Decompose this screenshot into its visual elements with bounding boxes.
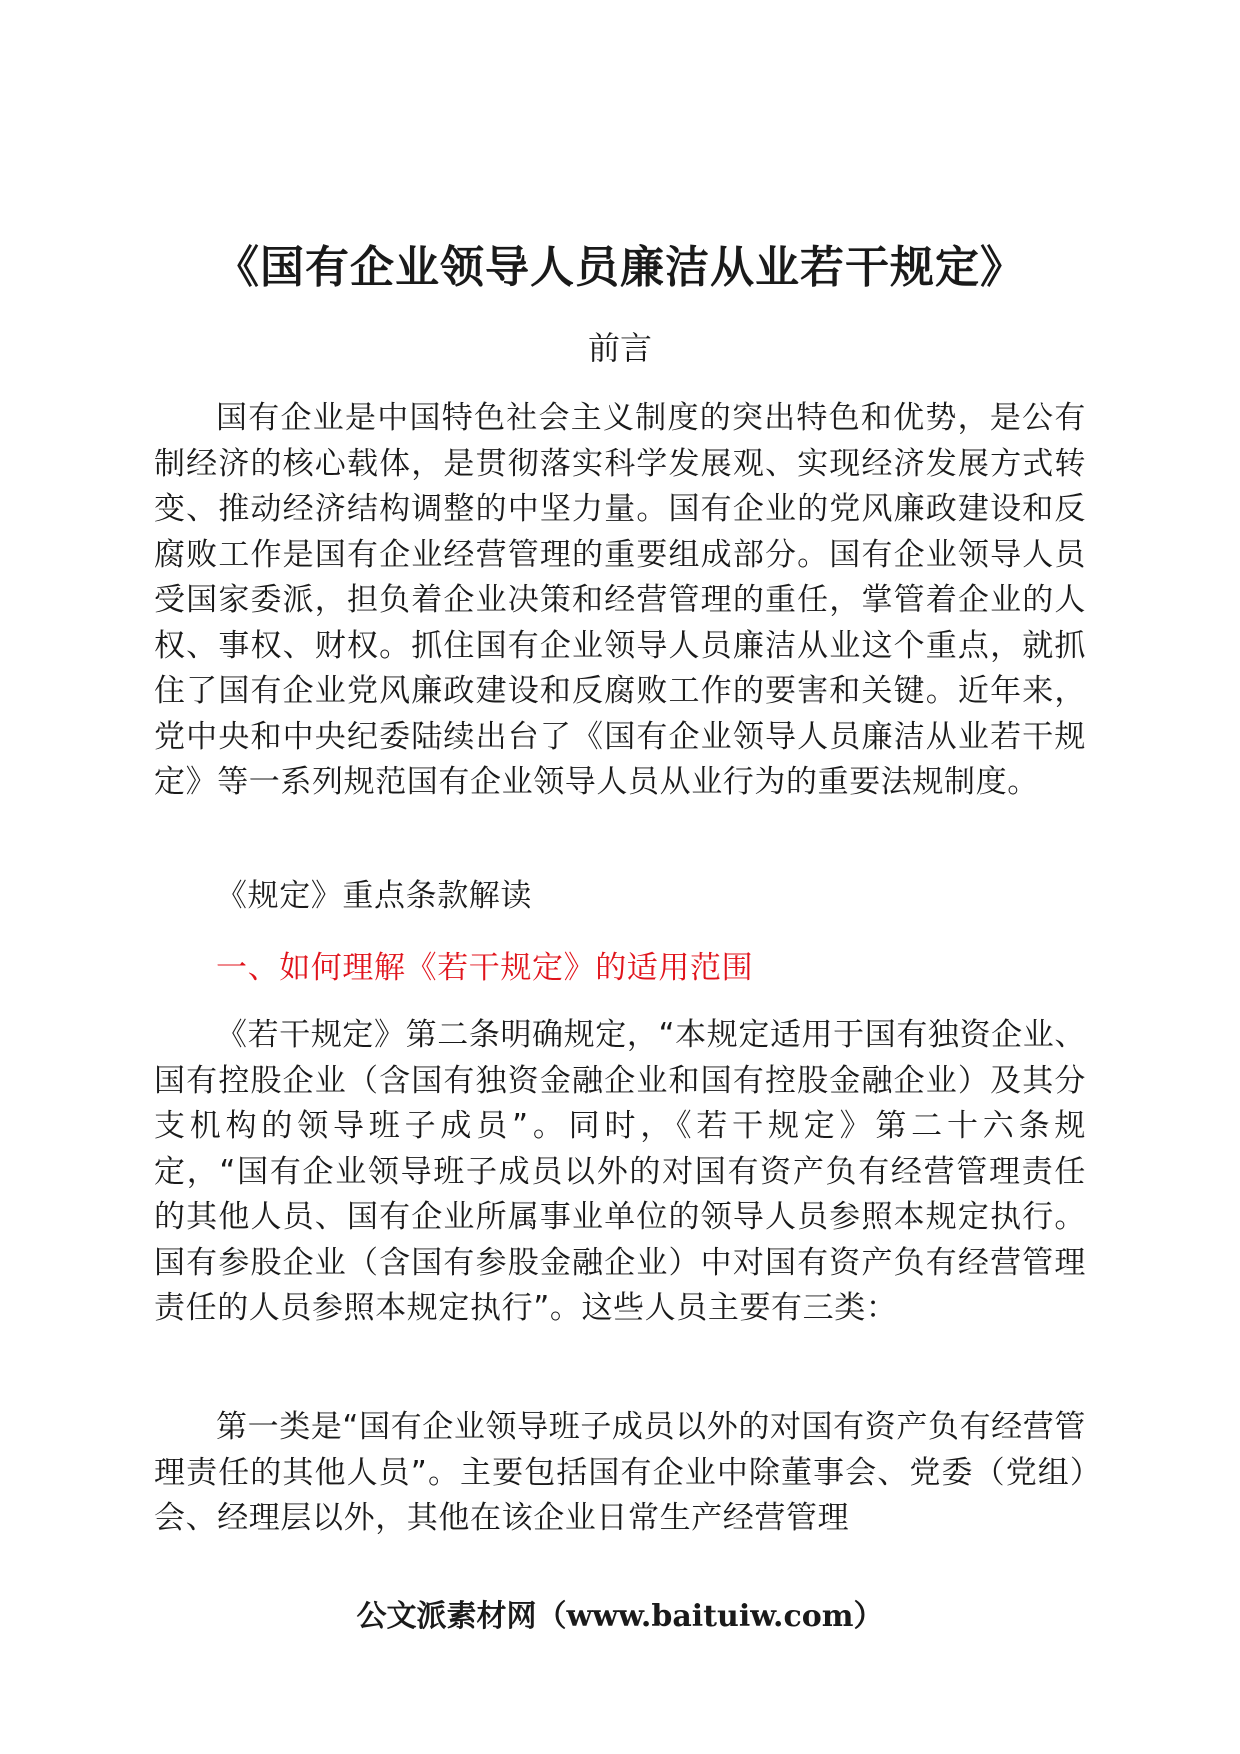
- document-subtitle: 前言: [587, 329, 652, 367]
- scope-paragraph: 《若干规定》第二条明确规定，“本规定适用于国有独资企业、国有控股企业（含国有独资金融企业和国有控股金融企业）及其分支机构的领导班子成员”。同时，《若干规定》第二十六条规定，“国有企业领导班子成员以外的对国有资产负有经营管理责任的其他人员、国有企业所属事业单位的领导人员参照本规定执行。国有参股企业（含国有参股金融企业）中对国有资产负有经营管理责任的人员参照本规定执行”。这些人员主要有三类：: [154, 1017, 1086, 1326]
- intro-paragraph: 国有企业是中国特色社会主义制度的突出特色和优势，是公有制经济的核心载体，是贯彻落实科学发展观、实现经济发展方式转变、推动经济结构调整的中坚力量。国有企业的党风廉政建设和反腐败工作是国有企业经营管理的重要组成部分。国有企业领导人员受国家委派，担负着企业决策和经营管理的重任，掌管着企业的人权、事权、财权。抓住国有企业领导人员廉洁从业这个重点，就抓住了国有企业党风廉政建设和反腐败工作的要害和关键。近年来，党中央和中央纪委陆续出台了《国有企业领导人员廉洁从业若干规定》等一系列规范国有企业领导人员从业行为的重要法规制度。: [154, 400, 1086, 800]
- section-label: 《规定》重点条款解读: [216, 878, 532, 914]
- section-heading: 一、如何理解《若干规定》的适用范围: [216, 950, 754, 986]
- footer-watermark: 公文派素材网（www.baituiw.com）: [356, 1599, 884, 1634]
- document-title: 《国有企业领导人员廉洁从业若干规定》: [215, 242, 1025, 293]
- first-category-paragraph: 第一类是“国有企业领导班子成员以外的对国有资产负有经营管理责任的其他人员”。主要包括国有企业中除董事会、党委（党组）会、经理层以外，其他在该企业日常生产经营管理: [154, 1409, 1086, 1536]
